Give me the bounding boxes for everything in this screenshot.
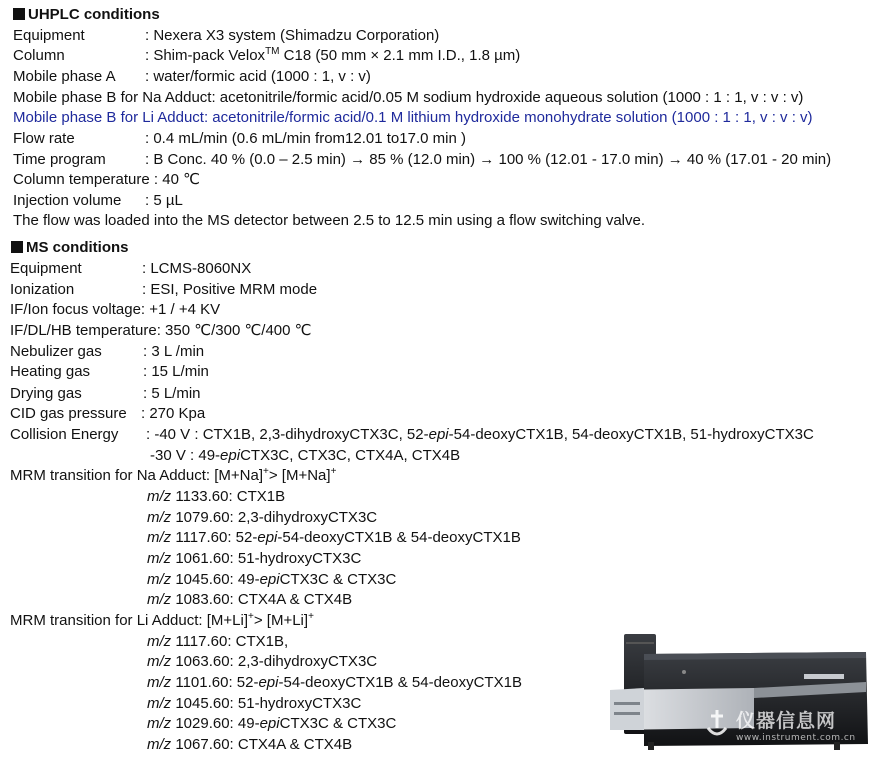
watermark-logo-icon	[702, 708, 732, 742]
ms-equipment: Equipment : LCMS-8060NX	[10, 260, 252, 277]
mrm-na-row: m/z 1061.60: 51-hydroxyCTX3C	[147, 550, 362, 567]
ms-heating-gas: Heating gas : 15 L/min	[10, 363, 209, 380]
uhplc-column-temperature: Column temperature : 40 ℃	[13, 171, 200, 188]
ms-nebulizer-gas: Nebulizer gas : 3 L /min	[10, 343, 205, 360]
mrm-li-row: m/z 1067.60: CTX4A & CTX4B	[147, 736, 353, 753]
mrm-li-row: m/z 1063.60: 2,3-dihydroxyCTX3C	[147, 653, 378, 670]
ms-ionization: Ionization : ESI, Positive MRM mode	[10, 281, 318, 298]
mrm-na-row: m/z 1079.60: 2,3-dihydroxyCTX3C	[147, 509, 378, 526]
uhplc-heading: UHPLC conditions	[13, 5, 160, 25]
mrm-li-title: MRM transition for Li Adduct: [M+Li]+> [M+Li]+	[10, 611, 314, 629]
mrm-na-title: MRM transition for Na Adduct: [M+Na]+> [M+Na]+	[10, 466, 337, 484]
mrm-li-row: m/z 1117.60: CTX1B,	[147, 633, 289, 650]
mrm-li-row: m/z 1101.60: 52-epi-54-deoxyCTX1B & 54-deoxyCTX1B	[147, 674, 522, 691]
square-bullet-icon	[11, 241, 23, 253]
uhplc-mobile-phase-b-li: Mobile phase B for Li Adduct: acetonitrile/formic acid/0.1 M lithium hydroxide monohydrate solution (1000 : 1 : 1, v : v : v)	[13, 109, 813, 126]
mrm-li-row: m/z 1029.60: 49-epiCTX3C & CTX3C	[147, 715, 397, 732]
uhplc-mobile-phase-a: Mobile phase A : water/formic acid (1000 : 1, v : v)	[13, 68, 371, 85]
uhplc-mobile-phase-b-na: Mobile phase B for Na Adduct: acetonitrile/formic acid/0.05 M sodium hydroxide aqueous solution (1000 : 1 : 1, v : v : v)	[13, 89, 804, 106]
square-bullet-icon	[13, 8, 25, 20]
watermark	[700, 706, 872, 752]
uhplc-equipment: Equipment : Nexera X3 system (Shimadzu Corporation)	[13, 27, 440, 44]
uhplc-column: Column : Shim-pack Velox™ C18 (50 mm × 2.1 mm I.D., 1.8 µm)	[13, 46, 521, 64]
ms-collision-energy: Collision Energy : -40 V : CTX1B, 2,3-dihydroxyCTX3C, 52-epi-54-deoxyCTX1B, 54-deoxyCTX1B, 51-hydroxyCTX3C	[10, 426, 814, 443]
ms-drying-gas: Drying gas : 5 L/min	[10, 385, 201, 402]
ms-heading: MS conditions	[11, 238, 129, 258]
ms-cid-gas: CID gas pressure : 270 Kpa	[10, 405, 206, 422]
watermark-url: www.instrument.com.cn	[736, 733, 856, 743]
uhplc-time-program: Time program : B Conc. 40 % (0.0 – 2.5 min) → 85 % (12.0 min) → 100 % (12.01 - 17.0 min) → 40 % (17.01 - 20 min)	[13, 151, 832, 168]
uhplc-injection-volume: Injection volume : 5 µL	[13, 192, 183, 209]
uhplc-flow-rate: Flow rate : 0.4 mL/min (0.6 mL/min from12.01 to17.0 min )	[13, 130, 466, 147]
ms-if-voltage: IF/Ion focus voltage: +1 / +4 KV	[10, 301, 221, 318]
watermark-text: 仪器信息网	[736, 710, 837, 732]
mrm-na-row: m/z 1117.60: 52-epi-54-deoxyCTX1B & 54-deoxyCTX1B	[147, 529, 521, 546]
mrm-li-row: m/z 1045.60: 51-hydroxyCTX3C	[147, 695, 362, 712]
uhplc-note: The flow was loaded into the MS detector between 2.5 to 12.5 min using a flow switching valve.	[13, 212, 646, 229]
ms-temperature: IF/DL/HB temperature: 350 ℃/300 ℃/400 ℃	[10, 322, 312, 339]
mrm-na-row: m/z 1045.60: 49-epiCTX3C & CTX3C	[147, 571, 397, 588]
mrm-na-row: m/z 1083.60: CTX4A & CTX4B	[147, 591, 353, 608]
mrm-na-row: m/z 1133.60: CTX1B	[147, 488, 286, 505]
ms-collision-energy-line2: -30 V : 49-epiCTX3C, CTX3C, CTX4A, CTX4B	[150, 447, 461, 464]
